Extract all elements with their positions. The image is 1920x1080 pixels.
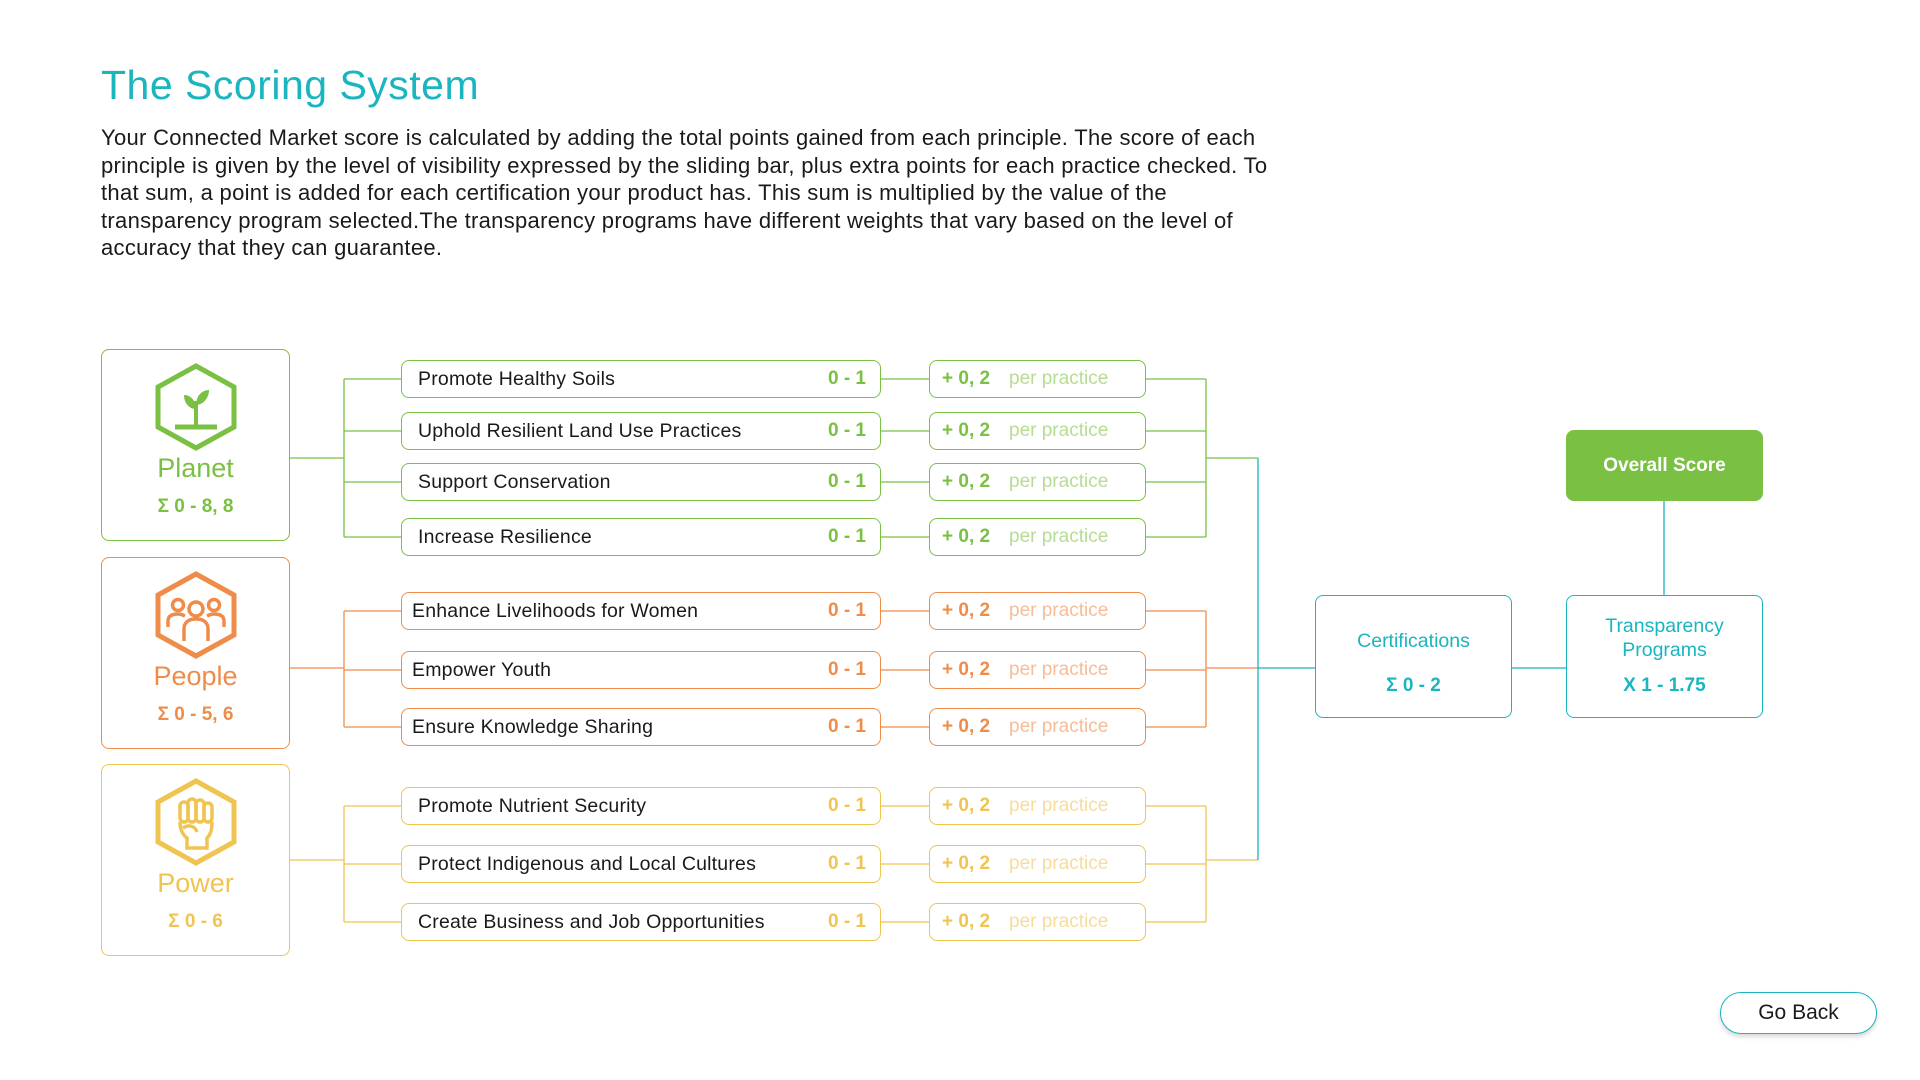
practice-row[interactable] bbox=[401, 787, 881, 825]
transparency-card bbox=[1566, 595, 1763, 718]
practice-label: Increase Resilience bbox=[418, 526, 592, 548]
certifications-label: Certifications bbox=[1357, 630, 1470, 652]
go-back-button[interactable]: Go Back bbox=[1720, 992, 1877, 1034]
principle-card-power bbox=[101, 764, 290, 956]
practice-row[interactable] bbox=[401, 412, 881, 450]
bonus-pill bbox=[929, 412, 1146, 450]
practice-row[interactable] bbox=[401, 592, 881, 630]
page-title: The Scoring System bbox=[101, 62, 480, 108]
practice-value: 0 - 1 bbox=[827, 526, 866, 547]
principle-name: Power bbox=[157, 868, 234, 898]
bonus-unit: per practice bbox=[1009, 471, 1109, 492]
certifications-range: Σ 0 - 2 bbox=[1386, 675, 1441, 696]
bonus-points: + 0, 2 bbox=[942, 600, 991, 621]
bonus-pill bbox=[929, 518, 1146, 556]
bonus-points: + 0, 2 bbox=[942, 853, 991, 874]
principle-range: Σ 0 - 5, 6 bbox=[157, 704, 234, 725]
bonus-unit: per practice bbox=[1009, 368, 1109, 389]
people-group-icon bbox=[153, 571, 239, 659]
overall-score-card: Overall Score bbox=[1566, 430, 1763, 501]
transparency-range: X 1 - 1.75 bbox=[1623, 675, 1706, 696]
bonus-points: + 0, 2 bbox=[942, 471, 991, 492]
certifications-card bbox=[1315, 595, 1512, 718]
bonus-points: + 0, 2 bbox=[942, 420, 991, 441]
practice-label: Enhance Livelihoods for Women bbox=[412, 600, 699, 622]
practice-value: 0 - 1 bbox=[827, 600, 866, 621]
bonus-pill bbox=[929, 360, 1146, 398]
transparency-label: Transparency Programs bbox=[1605, 615, 1724, 661]
bonus-unit: per practice bbox=[1009, 911, 1109, 932]
principle-name: Planet bbox=[157, 453, 234, 483]
practice-label: Promote Nutrient Security bbox=[418, 795, 647, 817]
practice-label: Uphold Resilient Land Use Practices bbox=[418, 420, 742, 442]
bonus-points: + 0, 2 bbox=[942, 659, 991, 680]
page-description: Your Connected Market score is calculated by adding the total points gained from each principle. The score of each principle is given by the level of visibility expressed by the sliding bar, plus extra points for each practice checked. To that sum, a point is added for each certification your product has. This sum is multiplied by the value of the transparency program selected.The transparency programs have different weights that vary based on the level of accuracy that they can guarantee. bbox=[101, 125, 1268, 260]
practice-value: 0 - 1 bbox=[827, 911, 866, 932]
practice-label: Protect Indigenous and Local Cultures bbox=[418, 853, 757, 875]
sprout-icon bbox=[153, 363, 239, 451]
bonus-unit: per practice bbox=[1009, 526, 1109, 547]
bonus-points: + 0, 2 bbox=[942, 526, 991, 547]
principle-name: People bbox=[153, 661, 238, 691]
principle-card-people bbox=[101, 557, 290, 749]
bonus-unit: per practice bbox=[1009, 795, 1109, 816]
practice-label: Create Business and Job Opportunities bbox=[418, 911, 765, 933]
practice-value: 0 - 1 bbox=[827, 716, 866, 737]
bonus-pill bbox=[929, 903, 1146, 941]
bonus-unit: per practice bbox=[1009, 600, 1109, 621]
bonus-unit: per practice bbox=[1009, 659, 1109, 680]
raised-fist-icon bbox=[153, 778, 239, 866]
practice-label: Promote Healthy Soils bbox=[418, 368, 616, 390]
bonus-pill bbox=[929, 708, 1146, 746]
bonus-unit: per practice bbox=[1009, 853, 1109, 874]
practice-value: 0 - 1 bbox=[827, 659, 866, 680]
practice-value: 0 - 1 bbox=[827, 795, 866, 816]
principle-range: Σ 0 - 8, 8 bbox=[157, 496, 234, 517]
practice-row[interactable] bbox=[401, 708, 881, 746]
bonus-pill bbox=[929, 463, 1146, 501]
bonus-points: + 0, 2 bbox=[942, 716, 991, 737]
practice-row[interactable] bbox=[401, 651, 881, 689]
practice-label: Support Conservation bbox=[418, 471, 611, 493]
practice-row[interactable] bbox=[401, 518, 881, 556]
practice-row[interactable] bbox=[401, 463, 881, 501]
practice-value: 0 - 1 bbox=[827, 471, 866, 492]
bonus-unit: per practice bbox=[1009, 716, 1109, 737]
practice-label: Empower Youth bbox=[412, 659, 552, 681]
bonus-points: + 0, 2 bbox=[942, 368, 991, 389]
practice-label: Ensure Knowledge Sharing bbox=[412, 716, 654, 738]
practice-row[interactable] bbox=[401, 360, 881, 398]
bonus-pill bbox=[929, 592, 1146, 630]
practice-value: 0 - 1 bbox=[827, 368, 866, 389]
bonus-pill bbox=[929, 845, 1146, 883]
practice-value: 0 - 1 bbox=[827, 853, 866, 874]
practice-value: 0 - 1 bbox=[827, 420, 866, 441]
planet-connectors bbox=[290, 379, 1258, 537]
principle-range: Σ 0 - 6 bbox=[168, 911, 223, 932]
bonus-unit: per practice bbox=[1009, 420, 1109, 441]
bonus-points: + 0, 2 bbox=[942, 911, 991, 932]
bonus-points: + 0, 2 bbox=[942, 795, 991, 816]
bonus-pill bbox=[929, 651, 1146, 689]
practice-row[interactable] bbox=[401, 845, 881, 883]
practice-row[interactable] bbox=[401, 903, 881, 941]
principle-card-planet bbox=[101, 349, 290, 541]
bonus-pill bbox=[929, 787, 1146, 825]
